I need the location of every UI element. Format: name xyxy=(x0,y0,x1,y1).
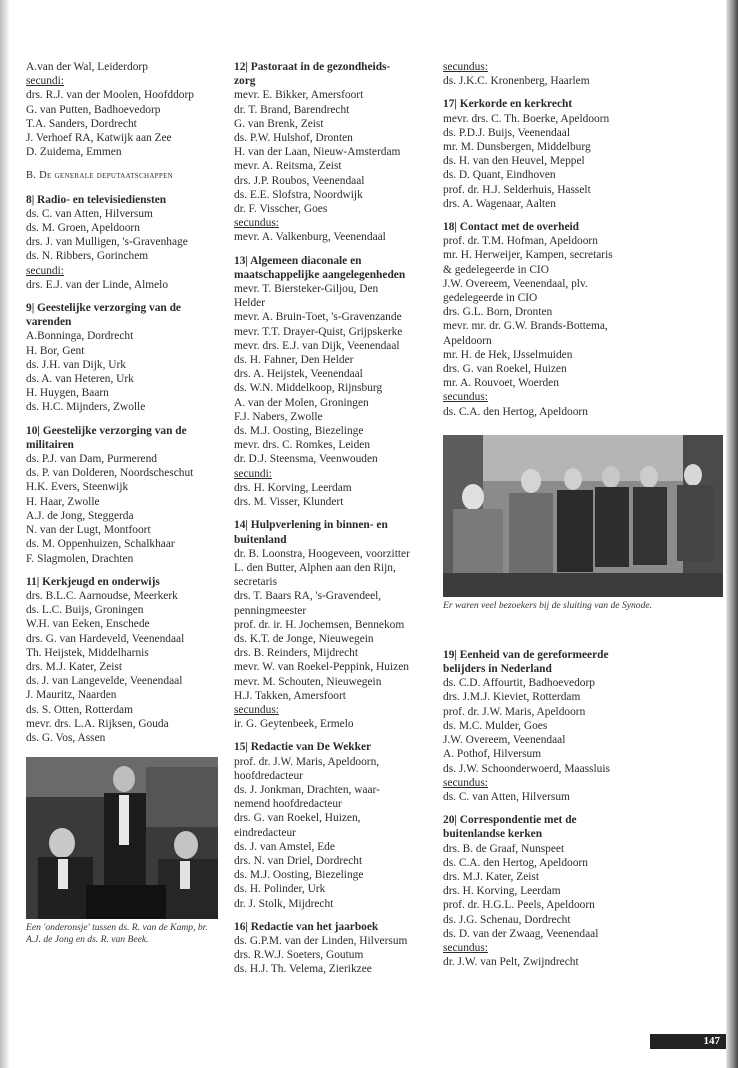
section-heading: 14| Hulpverlening in binnen- en xyxy=(234,519,388,532)
member-line: J. Verhoef RA, Katwijk aan Zee xyxy=(26,132,172,145)
secundi-label: secundus: xyxy=(443,941,488,954)
member-line: penningmeester xyxy=(234,604,307,617)
member-line: H.K. Evers, Steenwijk xyxy=(26,481,129,494)
member-line: ds. G.P.M. van der Linden, Hilversum xyxy=(234,934,408,947)
member-line: drs. R.W.J. Soeters, Goutum xyxy=(234,949,364,962)
section-heading: 18| Contact met de overheid xyxy=(443,221,580,234)
member-line: drs. M. Visser, Klundert xyxy=(234,496,344,509)
member-line: A. Pothof, Hilversum xyxy=(443,748,542,761)
member-line: drs. M.J. Kater, Zeist xyxy=(26,660,123,673)
member-line: ds. C.A. den Hertog, Apeldoorn xyxy=(443,405,588,418)
member-line: drs. G. van Roekel, Huizen xyxy=(443,363,567,376)
photo-synode-box xyxy=(443,435,723,612)
member-line: ds. C.A. den Hertog, Apeldoorn xyxy=(443,856,588,869)
entry-section xyxy=(26,301,222,415)
section-heading: maatschappelijke aangelegenheden xyxy=(234,268,406,281)
member-line: prof. dr. J.W. Maris, Apeldoorn xyxy=(443,705,586,718)
photo-onderonsje-caption: Een 'onderonsje' tussen ds. R. van de Kamp, br. A.J. de Jong en ds. R. van Beek. xyxy=(26,922,208,946)
member-line: ds. M. Oppenhuizen, Schalkhaar xyxy=(26,538,175,551)
member-line: G. van Putten, Badhoevedorp xyxy=(26,103,161,116)
member-line: mr. H. de Hek, IJsselmuiden xyxy=(443,348,573,361)
section-heading: 20| Correspondentie met de xyxy=(443,814,577,827)
member-line: A.J. de Jong, Steggerda xyxy=(26,509,134,522)
entry-section xyxy=(26,575,222,745)
photo-synode-caption: Er waren veel bezoekers bij de sluiting van de Synode. xyxy=(443,599,653,611)
member-line: J. Mauritz, Naarden xyxy=(26,689,117,702)
member-line: dr. T. Brand, Barendrecht xyxy=(234,103,350,116)
column-1-text xyxy=(26,60,222,745)
member-line: drs. H. Korving, Leerdam xyxy=(234,481,352,494)
secundi-label: secundi: xyxy=(26,264,64,277)
secundi-label: secundus: xyxy=(234,217,279,230)
member-line: ds. C.D. Affourtit, Badhoevedorp xyxy=(443,677,595,690)
section-heading: 19| Eenheid van de gereformeerde xyxy=(443,648,609,661)
member-line: drs. T. Baars RA, 's-Gravendeel, xyxy=(234,590,382,603)
member-line: drs. B.L.C. Aarnoudse, Meerkerk xyxy=(26,589,178,602)
member-line: mevr. drs. C. Romkes, Leiden xyxy=(234,439,371,452)
column-2 xyxy=(234,60,434,977)
member-line: drs. N. van Driel, Dordrecht xyxy=(234,854,363,867)
member-line: H. Bor, Gent xyxy=(26,344,85,357)
entry-section xyxy=(443,97,723,211)
member-line: G. van Brenk, Zeist xyxy=(234,117,324,130)
member-line: Th. Heijstek, Middelharnis xyxy=(26,646,149,659)
member-line: dr. B. Loonstra, Hoogeveen, voorzitter xyxy=(234,547,410,560)
member-line: ds. J.K.C. Kronenberg, Haarlem xyxy=(443,75,590,88)
part-heading: B. De generale deputaatschappen xyxy=(26,170,173,182)
member-line: ds. C. van Atten, Hilversum xyxy=(443,790,570,803)
member-line: ds. H.J. Th. Velema, Zierikzee xyxy=(234,963,372,976)
member-line: gedelegeerde in CIO xyxy=(443,292,538,305)
entry-section xyxy=(443,220,723,419)
member-line: mr. A. Rouvoet, Woerden xyxy=(443,377,559,390)
section-heading: 17| Kerkorde en kerkrecht xyxy=(443,98,573,111)
member-line: drs. G. van Hardeveld, Veenendaal xyxy=(26,632,185,645)
secundi-label: secundi: xyxy=(234,467,272,480)
member-line: ds. J. van Amstel, Ede xyxy=(234,840,335,853)
section-heading: varenden xyxy=(26,316,72,329)
page-number: 147 xyxy=(650,1034,726,1049)
member-line: prof. dr. H.J. Selderhuis, Hasselt xyxy=(443,183,591,196)
member-line: prof. dr. J.W. Maris, Apeldoorn, xyxy=(234,755,380,768)
entry-section xyxy=(26,60,222,159)
section-heading: 12| Pastoraat in de gezondheids- xyxy=(234,61,391,73)
photo-synode xyxy=(443,435,723,597)
member-line: dr. J. Stolk, Mijdrecht xyxy=(234,897,334,910)
member-line: hoofdredacteur xyxy=(234,769,303,782)
member-line: secretaris xyxy=(234,576,278,589)
member-line: D. Zuidema, Emmen xyxy=(26,146,122,159)
section-heading: belijders in Nederland xyxy=(443,663,552,676)
member-line: mevr. E. Bikker, Amersfoort xyxy=(234,89,364,102)
entry-section xyxy=(443,648,723,804)
member-line: ds. N. Ribbers, Gorinchem xyxy=(26,250,149,263)
member-line: J.W. Overeem, Veenendaal, plv. xyxy=(443,277,588,290)
scan-edge-right xyxy=(726,0,738,1068)
member-line: drs. G. van Roekel, Huizen, xyxy=(234,812,361,825)
member-line: ds. E.E. Slofstra, Noordwijk xyxy=(234,188,363,201)
scan-edge-left xyxy=(0,0,10,1068)
member-line: mevr. A. Bruin-Toet, 's-Gravenzande xyxy=(234,311,402,324)
member-line: T.A. Sanders, Dordrecht xyxy=(26,117,137,130)
entry-section xyxy=(234,60,434,245)
member-line: ds. P. van Dolderen, Noordscheschut xyxy=(26,467,194,480)
section-heading: buitenland xyxy=(234,533,287,546)
member-line: Helder xyxy=(234,297,265,310)
member-line: prof. dr. H.G.L. Peels, Apeldoorn xyxy=(443,899,595,912)
member-line: dr. D.J. Steensma, Veenwouden xyxy=(234,453,378,466)
member-line: mr. M. Dunsbergen, Middelburg xyxy=(443,141,591,154)
column-3-text-bottom xyxy=(443,648,723,969)
member-line: ds. S. Otten, Rotterdam xyxy=(26,703,133,716)
photo-synode-image xyxy=(443,435,723,597)
member-line: ds. D. Quant, Eindhoven xyxy=(443,169,556,182)
member-line: drs. G.L. Born, Dronten xyxy=(443,306,553,319)
entry-section xyxy=(443,60,723,88)
photo-onderonsje-image xyxy=(26,757,218,919)
section-heading: 9| Geestelijke verzorging van de xyxy=(26,302,181,315)
member-line: mevr. M. Schouten, Nieuwegein xyxy=(234,675,382,688)
member-line: ds. P.W. Hulshof, Dronten xyxy=(234,132,353,145)
member-line: drs. J.M.J. Kieviet, Rotterdam xyxy=(443,691,581,704)
section-heading: 10| Geestelijke verzorging van de xyxy=(26,424,187,437)
member-line: mevr. drs. C. Th. Boerke, Apeldoorn xyxy=(443,112,610,125)
member-line: nemend hoofdredacteur xyxy=(234,798,342,811)
column-2-text xyxy=(234,60,434,977)
member-line: ds. H. Fahner, Den Helder xyxy=(234,354,354,367)
member-line: mevr. drs. E.J. van Dijk, Veenendaal xyxy=(234,339,400,352)
member-line: F.J. Nabers, Zwolle xyxy=(234,410,323,423)
member-line: mevr. W. van Roekel-Peppink, Huizen xyxy=(234,661,409,674)
entry-section xyxy=(26,169,222,183)
member-line: ds. A. van Heteren, Urk xyxy=(26,373,134,386)
member-line: drs. B. de Graaf, Nunspeet xyxy=(443,842,565,855)
member-line: drs. E.J. van der Linde, Almelo xyxy=(26,278,169,291)
member-line: ds. D. van der Zwaag, Veenendaal xyxy=(443,927,599,940)
member-line: prof. dr. T.M. Hofman, Apeldoorn xyxy=(443,235,598,248)
member-line: ds. H. van den Heuvel, Meppel xyxy=(443,155,585,168)
member-line: ds. J.G. Schenau, Dordrecht xyxy=(443,913,571,926)
member-line: ds. J. van Langevelde, Veenendaal xyxy=(26,675,183,688)
member-line: A. van der Molen, Groningen xyxy=(234,396,369,409)
member-line: ds. M.J. Oosting, Biezelinge xyxy=(234,869,364,882)
entry-section xyxy=(26,193,222,292)
member-line: ds. H. Polinder, Urk xyxy=(234,883,326,896)
member-line: ds. W.N. Middelkoop, Rijnsburg xyxy=(234,382,383,395)
member-line: mevr. A. Valkenburg, Veenendaal xyxy=(234,231,386,244)
section-heading: 13| Algemeen diaconale en xyxy=(234,254,362,267)
entry-section xyxy=(443,813,723,969)
member-line: drs. M.J. Kater, Zeist xyxy=(443,870,540,883)
entry-section xyxy=(234,254,434,510)
member-line: ds. P.J. van Dam, Purmerend xyxy=(26,453,157,466)
member-line: drs. H. Korving, Leerdam xyxy=(443,885,561,898)
section-heading: zorg xyxy=(234,75,256,88)
member-line: ds. M.C. Mulder, Goes xyxy=(443,719,548,732)
member-line: ds. C. van Atten, Hilversum xyxy=(26,207,153,220)
member-line: Apeldoorn xyxy=(443,334,492,347)
column-3 xyxy=(443,60,723,969)
member-line: F. Slagmolen, Drachten xyxy=(26,552,134,565)
member-line: eindredacteur xyxy=(234,826,296,839)
member-line: dr. F. Visscher, Goes xyxy=(234,203,328,216)
entry-section xyxy=(234,518,434,731)
member-line: H. Huygen, Baarn xyxy=(26,387,109,400)
entry-section xyxy=(234,920,434,977)
member-line: drs. A. Heijstek, Veenendaal xyxy=(234,368,363,381)
secundi-label: secundus: xyxy=(443,776,488,789)
member-line: J.W. Overeem, Veenendaal xyxy=(443,734,566,747)
member-line: mevr. mr. dr. G.W. Brands-Bottema, xyxy=(443,320,608,333)
member-line: ir. G. Geytenbeek, Ermelo xyxy=(234,718,354,731)
member-line: H. van der Laan, Nieuw-Amsterdam xyxy=(234,146,401,159)
section-heading: militairen xyxy=(26,438,74,451)
member-line: W.H. van Eeken, Enschede xyxy=(26,618,150,631)
member-line: mevr. T. Biersteker-Giljou, Den xyxy=(234,283,379,296)
photo-onderonsje-box xyxy=(26,757,222,946)
member-line: ds. G. Vos, Assen xyxy=(26,731,106,744)
section-heading: 15| Redactie van De Wekker xyxy=(234,741,372,754)
entry-section xyxy=(26,424,222,566)
member-line: mr. H. Herweijer, Kampen, secretaris xyxy=(443,249,613,262)
secundi-label: secundus: xyxy=(443,61,488,73)
member-line: ds. L.C. Buijs, Groningen xyxy=(26,604,144,617)
entry-section xyxy=(234,740,434,910)
member-line: ds. J.W. Schoonderwoerd, Maassluis xyxy=(443,762,610,775)
member-line: A.Bonninga, Dordrecht xyxy=(26,330,134,343)
member-line: prof. dr. ir. H. Jochemsen, Bennekom xyxy=(234,618,405,631)
secundi-label: secundus: xyxy=(443,391,488,404)
photo-onderonsje xyxy=(26,757,218,919)
member-line: drs. J.P. Roubos, Veenendaal xyxy=(234,174,365,187)
member-line: A.van der Wal, Leiderdorp xyxy=(26,61,148,73)
section-heading: buitenlandse kerken xyxy=(443,828,543,841)
member-line: drs. J. van Mulligen, 's-Gravenhage xyxy=(26,236,188,249)
member-line: drs. R.J. van der Moolen, Hoofddorp xyxy=(26,89,194,102)
section-heading: 16| Redactie van het jaarboek xyxy=(234,920,379,933)
member-line: ds. M.J. Oosting, Biezelinge xyxy=(234,425,364,438)
member-line: mevr. T.T. Drayer-Quist, Grijpskerke xyxy=(234,325,403,338)
member-line: H. Haar, Zwolle xyxy=(26,495,100,508)
member-line: drs. A. Wagenaar, Aalten xyxy=(443,197,556,210)
secundi-label: secundus: xyxy=(234,703,279,716)
member-line: L. den Butter, Alphen aan den Rijn, xyxy=(234,561,396,574)
section-heading: 11| Kerkjeugd en onderwijs xyxy=(26,575,160,588)
section-heading: 8| Radio- en televisiediensten xyxy=(26,193,167,206)
member-line: N. van der Lugt, Montfoort xyxy=(26,524,151,537)
member-line: & gedelegeerde in CIO xyxy=(443,263,549,276)
member-line: ds. H.C. Mijnders, Zwolle xyxy=(26,401,146,414)
secundi-label: secundi: xyxy=(26,75,64,88)
member-line: mevr. drs. L.A. Rijksen, Gouda xyxy=(26,717,169,730)
member-line: ds. J. Jonkman, Drachten, waar- xyxy=(234,783,380,796)
member-line: ds. P.D.J. Buijs, Veenendaal xyxy=(443,126,570,139)
column-1 xyxy=(26,60,222,946)
member-line: mevr. A. Reitsma, Zeist xyxy=(234,160,342,173)
member-line: ds. J.H. van Dijk, Urk xyxy=(26,358,126,371)
member-line: ds. M. Groen, Apeldoorn xyxy=(26,222,140,235)
member-line: ds. K.T. de Jonge, Nieuwegein xyxy=(234,632,374,645)
member-line: drs. B. Reinders, Mijdrecht xyxy=(234,647,359,660)
member-line: H.J. Takken, Amersfoort xyxy=(234,689,346,702)
column-3-text-top xyxy=(443,60,723,419)
member-line: dr. J.W. van Pelt, Zwijndrecht xyxy=(443,956,579,969)
